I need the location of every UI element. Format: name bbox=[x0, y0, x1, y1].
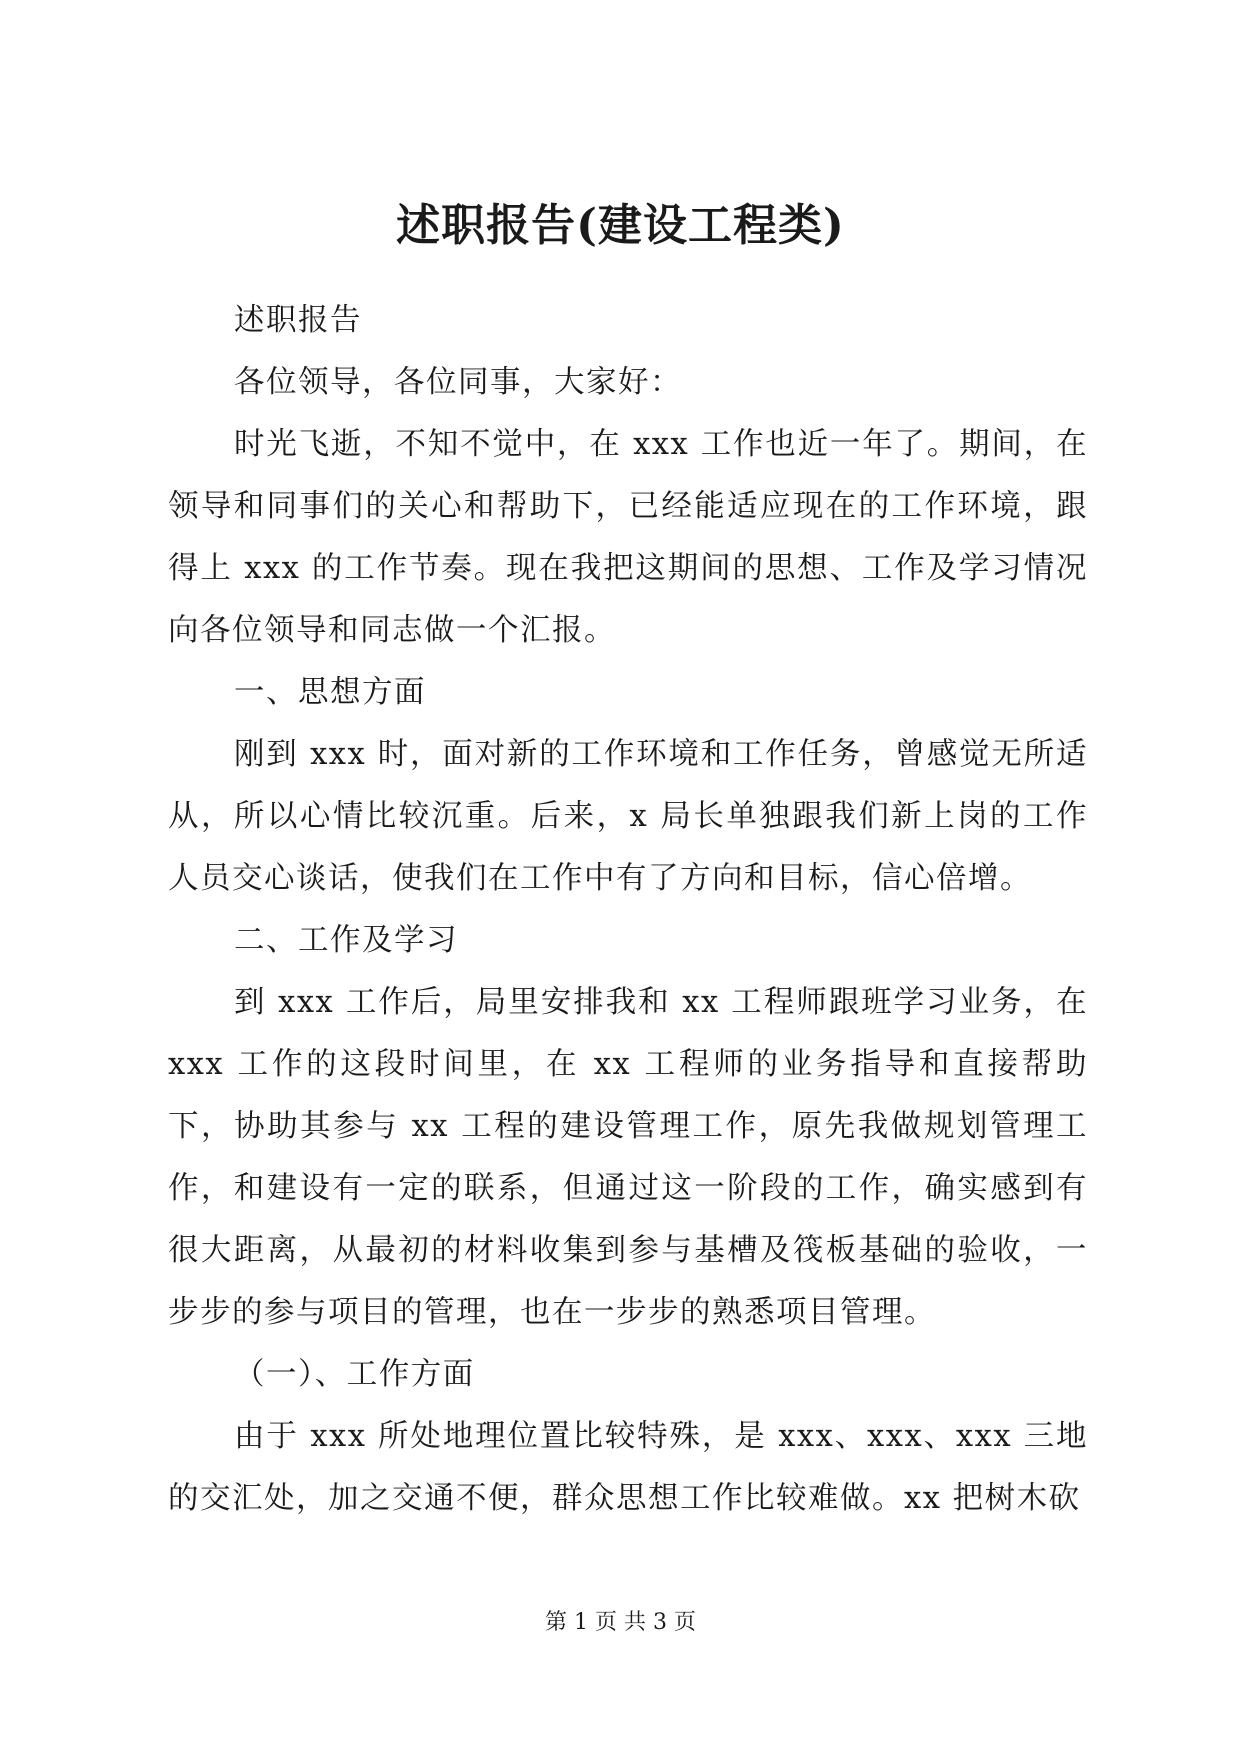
paragraph-intro: 时光飞逝，不知不觉中，在 xxx 工作也近一年了。期间，在领导和同事们的关心和帮助下，已经能适应现在的工作环境，跟得上 xxx 的工作节奏。现在我把这期间的思想、工作及学习情况向各位领导和同志做一个汇报。 bbox=[168, 427, 1088, 648]
heading-work: （一）、工作方面 bbox=[234, 1357, 475, 1392]
heading-thought: 一、思想方面 bbox=[234, 675, 426, 710]
heading-work-study: 二、工作及学习 bbox=[234, 923, 458, 958]
paragraph-work: 由于 xxx 所处地理位置比较特殊，是 xxx、xxx、xxx 三地的交汇处，加之交通不便，群众思想工作比较难做。xx 把树木砍 bbox=[168, 1419, 1088, 1516]
document-title: 述职报告(建设工程类) bbox=[396, 200, 845, 251]
paragraph-greeting: 各位领导，各位同事，大家好： bbox=[234, 365, 682, 400]
paragraph-report-label: 述职报告 bbox=[234, 303, 362, 338]
page-number-footer: 第 1 页 共 3 页 bbox=[545, 1610, 696, 1635]
paragraph-thought: 刚到 xxx 时，面对新的工作环境和工作任务，曾感觉无所适从，所以心情比较沉重。后来，x 局长单独跟我们新上岗的工作人员交心谈话，使我们在工作中有了方向和目标，信心倍增。 bbox=[168, 737, 1088, 896]
document-body bbox=[168, 290, 1088, 1530]
paragraph-work-study: 到 xxx 工作后，局里安排我和 xx 工程师跟班学习业务，在 xxx 工作的这段时间里，在 xx 工程师的业务指导和直接帮助下，协助其参与 xx 工程的建设管理工作，原先我做规划管理工作，和建设有一定的联系，但通过这一阶段的工作，确实感到有很大距离，从最初的材料收集到参与基槽及筏板基础的验收，一步步的参与项目的管理，也在一步步的熟悉项目管理。 bbox=[168, 985, 1088, 1330]
